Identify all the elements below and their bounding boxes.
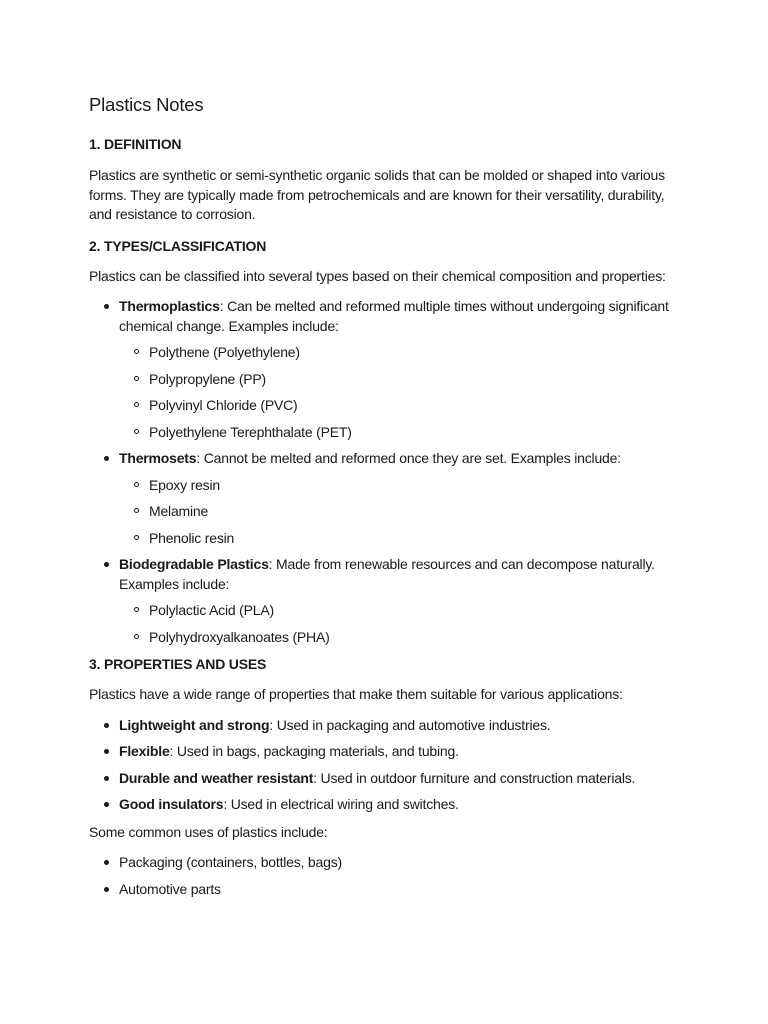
- property-term: Flexible: [119, 743, 170, 759]
- list-item: Polythene (Polyethylene): [119, 343, 689, 363]
- list-item: Packaging (containers, bottles, bags): [89, 853, 689, 873]
- type-term: Thermoplastics: [119, 298, 220, 314]
- list-item: Polyvinyl Chloride (PVC): [119, 396, 689, 416]
- section-heading-properties: 3. PROPERTIES AND USES: [89, 656, 267, 672]
- property-desc: : Used in packaging and automotive industries.: [269, 716, 551, 733]
- page-title: Plastics Notes: [89, 94, 204, 115]
- list-item: [89, 795, 689, 815]
- property-term: Good insulators: [119, 796, 224, 812]
- properties-intro: Plastics have a wide range of properties that make them suitable for various applications:: [89, 686, 623, 702]
- type-desc: : Can be melted and reformed multiple times without undergoing significant chemical change. Examples include:: [119, 298, 669, 334]
- list-item: Melamine: [119, 502, 689, 522]
- property-term: Durable and weather resistant: [119, 769, 314, 786]
- section-heading-types: 2. TYPES/CLASSIFICATION: [89, 237, 267, 254]
- list-item: [89, 555, 689, 647]
- type-term: Thermosets: [119, 450, 197, 466]
- list-item: [89, 297, 689, 442]
- properties-list: [89, 716, 689, 815]
- list-item: [89, 716, 689, 736]
- type-term: Biodegradable Plastics: [119, 556, 269, 572]
- property-desc: : Used in electrical wiring and switches.: [223, 796, 459, 812]
- list-item: Automotive parts: [89, 880, 689, 900]
- examples-list: [119, 343, 689, 442]
- list-item: [89, 742, 689, 762]
- list-item: Polypropylene (PP): [119, 370, 689, 390]
- property-term: Lightweight and strong: [119, 716, 270, 733]
- list-item: Phenolic resin: [119, 529, 689, 549]
- uses-list: [89, 853, 689, 899]
- list-item: Polyethylene Terephthalate (PET): [119, 423, 689, 443]
- list-item: Polyhydroxyalkanoates (PHA): [119, 628, 689, 648]
- section-heading-definition: 1. DEFINITION: [89, 136, 182, 152]
- document-content: [89, 91, 689, 899]
- type-desc: : Cannot be melted and reformed once they are set. Examples include:: [196, 450, 621, 466]
- examples-list: [119, 601, 689, 647]
- property-desc: : Used in outdoor furniture and construction materials.: [313, 769, 636, 786]
- definition-paragraph: Plastics are synthetic or semi-synthetic organic solids that can be molded or shaped into various forms. They are typically made from petrochemicals and are known for their versatility, durability, and resistance to corrosion.: [89, 167, 665, 222]
- type-desc: : Made from renewable resources and can decompose naturally. Examples include:: [119, 556, 655, 592]
- examples-list: [119, 476, 689, 549]
- list-item: [89, 449, 689, 548]
- types-list: [89, 297, 689, 647]
- uses-intro: Some common uses of plastics include:: [89, 823, 328, 840]
- list-item: Polylactic Acid (PLA): [119, 601, 689, 621]
- list-item: Epoxy resin: [119, 476, 689, 496]
- property-desc: : Used in bags, packaging materials, and tubing.: [169, 743, 459, 759]
- types-intro: Plastics can be classified into several types based on their chemical composition and properties:: [89, 267, 666, 284]
- list-item: [89, 769, 689, 789]
